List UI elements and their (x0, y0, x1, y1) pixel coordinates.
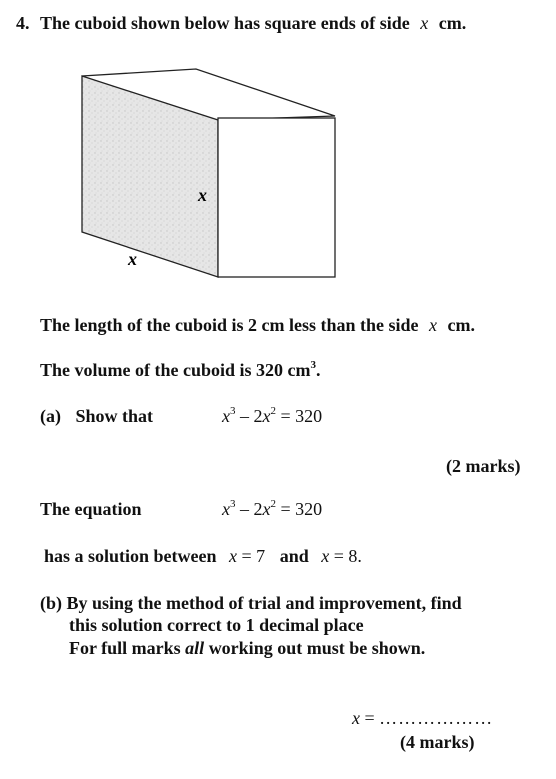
volume-end: . (316, 360, 321, 380)
solution-line (44, 546, 362, 567)
part-b-line-3-pre: For full marks (69, 638, 181, 658)
part-b-line-3 (69, 638, 425, 659)
front-face (218, 118, 335, 277)
length-unit: cm. (447, 315, 476, 335)
question-heading (16, 13, 466, 34)
length-text: The length of the cuboid is 2 cm less than the side (40, 315, 419, 335)
part-b-line-3-italic: all (185, 638, 205, 658)
side-label-bottom: x (128, 249, 137, 269)
shaded-square-end (82, 76, 218, 277)
question-number: 4. (16, 13, 30, 33)
part-b-marks: (4 marks) (400, 732, 475, 752)
part-a-number: (a) (40, 406, 61, 426)
volume-exponent: 3 (310, 359, 317, 371)
eq-power-3: 3 (230, 405, 236, 417)
intro-unit: cm. (438, 13, 467, 33)
equation-label: The equation (40, 499, 142, 519)
eq2-rhs: = 320 (276, 499, 323, 519)
part-b-line-1: (b) By using the method of trial and improvement, find (40, 593, 462, 613)
part-a-label (40, 406, 153, 427)
answer-equals: = (360, 708, 380, 728)
length-variable: x (429, 315, 438, 335)
cuboid-figure (70, 62, 360, 284)
volume-sentence (40, 360, 321, 381)
length-sentence (40, 315, 475, 336)
part-a-marks: (2 marks) (446, 456, 521, 476)
eq2-minus-two: – 2 (235, 499, 263, 519)
intro-variable: x (420, 13, 429, 33)
eq-power-2: 2 (270, 405, 276, 417)
part-a-equation (222, 406, 322, 427)
eq2-power-3: 3 (230, 498, 236, 510)
eq-minus-two: – 2 (235, 406, 263, 426)
part-b-line-2: this solution correct to 1 decimal place (69, 615, 364, 635)
solution-prefix: has a solution between (44, 546, 217, 566)
eq2-x-cubed: x (222, 499, 230, 519)
eq2-x-squared: x (262, 499, 271, 519)
solution-eq-1: = 7 (237, 546, 266, 566)
answer-variable: x (352, 708, 360, 728)
solution-and: and (279, 546, 309, 566)
volume-text: The volume of the cuboid is 320 cm (40, 360, 311, 380)
solution-eq-2: = 8. (329, 546, 362, 566)
equation-expression (222, 499, 322, 520)
side-label-right: x (198, 185, 207, 205)
question-intro: The cuboid shown below has square ends of side (40, 13, 410, 33)
eq-x-squared: x (262, 406, 271, 426)
answer-blank[interactable]: ……………… (379, 708, 494, 728)
part-a-instruction: Show that (75, 406, 154, 426)
eq-rhs: = 320 (276, 406, 323, 426)
eq2-power-2: 2 (270, 498, 276, 510)
part-b-line-3-post: working out must be shown. (208, 638, 426, 658)
answer-line (352, 708, 493, 729)
eq-x-cubed: x (222, 406, 230, 426)
solution-var-1: x (229, 546, 238, 566)
solution-var-2: x (321, 546, 330, 566)
